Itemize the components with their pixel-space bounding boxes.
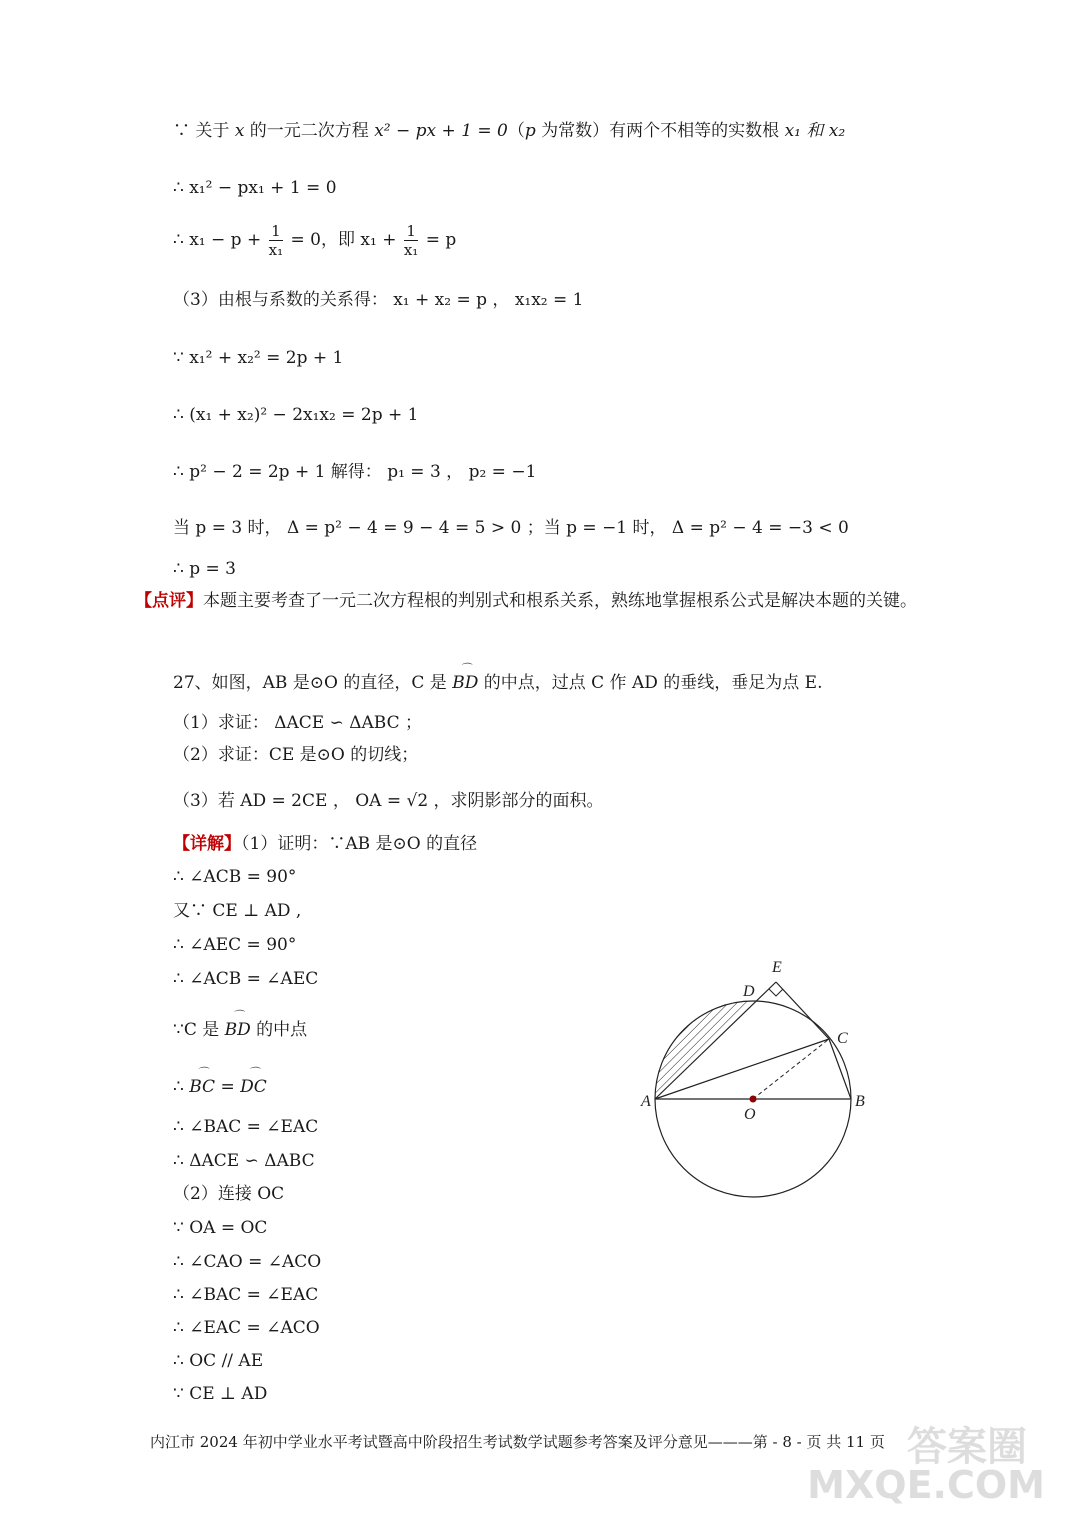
solution-first-line: 【详解】（1）证明：∵AB 是⊙O 的直径 (173, 834, 478, 854)
q27-subquestion-1: （1）求证： ΔACE ∽ ΔABC ； (173, 713, 423, 733)
review-tag: 【点评】 (135, 591, 203, 611)
solution-tag: 【详解】 (173, 834, 241, 854)
line-given-equation: ∵ 关于 x 的一元二次方程 x² − px + 1 = 0（p 为常数）有两个不相等的实数根 x₁ 和 x₂ (173, 121, 846, 141)
q27-heading: 27、如图，AB 是⊙O 的直径，C 是 ⌒ BD 的中点，过点 C 作 AD 的垂线，垂足为点 E. (173, 672, 823, 694)
arc-bd: ⌒ BD (225, 1019, 251, 1041)
q27-subquestion-2: （2）求证：CE 是⊙O 的切线； (173, 745, 419, 765)
solution-step: ∵ OA = OC (173, 1218, 268, 1238)
line-expand: ∴ (x₁ + x₂)² − 2x₁x₂ = 2p + 1 (173, 405, 419, 425)
arc-bc: ⌒ BC (189, 1076, 215, 1098)
solution-step: ∵ CE ⊥ AD (173, 1384, 268, 1404)
arc-dc: ⌒ DC (240, 1076, 267, 1098)
solution-midpoint-line: ∵C 是 ⌒ BD 的中点 (173, 1019, 307, 1041)
watermark-logo: 答案圈 MXQE.COM (807, 1423, 1045, 1507)
line-ae (655, 982, 776, 1099)
center-point-o (750, 1096, 757, 1103)
label-d: D (743, 983, 755, 1000)
line-sum-squares: ∵ x₁² + x₂² = 2p + 1 (173, 348, 344, 368)
line-solve-p: ∴ p² − 2 = 2p + 1 解得： p₁ = 3 ， p₂ = −1 (173, 462, 537, 482)
line-p-answer: ∴ p = 3 (173, 559, 236, 579)
label-c: C (837, 1030, 848, 1047)
line-root-substitution: ∴ x₁² − px₁ + 1 = 0 (173, 178, 337, 198)
solution-step: ∴ ∠AEC = 90° (173, 935, 297, 955)
right-angle-mark (769, 989, 783, 996)
label-o: O (744, 1106, 756, 1123)
solution-step: ∴ ∠EAC = ∠ACO (173, 1318, 320, 1338)
q27-subquestion-3: （3）若 AD = 2CE ， OA = √2 ，求阴影部分的面积。 (173, 791, 604, 811)
solution-step: ∴ ∠ACB = 90° (173, 867, 297, 887)
solution-step: ∴ OC // AE (173, 1351, 264, 1371)
segment-oc (753, 1039, 829, 1099)
solution-step: ∴ ∠BAC = ∠EAC (173, 1285, 319, 1305)
solution-step: ∴ ∠BAC = ∠EAC (173, 1117, 319, 1137)
solution-step: ∴ ∠CAO = ∠ACO (173, 1252, 322, 1272)
line-ec (776, 982, 829, 1039)
line-divide-by-root: ∴ x₁ − p + $\frac{1}{\text{x₁}}$ = 0，即 x₁ + $\frac{1}{\text{x₁}}$ = p (173, 222, 457, 259)
solution-step: 又∵ CE ⊥ AD , (173, 901, 302, 921)
chord-cb (829, 1039, 851, 1099)
page-footer: 内江市 2024 年初中学业水平考试暨高中阶段招生考试数学试题参考答案及评分意见———第 - 8 - 页 共 11 页 (150, 1433, 885, 1451)
line-part3-vieta: （3）由根与系数的关系得： x₁ + x₂ = p ， x₁x₂ = 1 (173, 290, 584, 310)
review-paragraph: 【点评】本题主要考查了一元二次方程根的判别式和根系关系，熟练地掌握根系公式是解决本题的关键。 (135, 591, 917, 611)
line-discriminant-check: 当 p = 3 时， Δ = p² − 4 = 9 − 4 = 5 > 0 ；当 p = −1 时， Δ = p² − 4 = −3 < 0 (173, 518, 849, 538)
geometry-figure (630, 950, 880, 1210)
label-e: E (772, 959, 782, 976)
label-b: B (855, 1093, 865, 1110)
solution-step: （2）连接 OC (173, 1184, 285, 1204)
solution-step: ∴ ∠ACB = ∠AEC (173, 969, 319, 989)
solution-arc-equality: ∴ ⌒ BC = ⌒ DC (173, 1076, 267, 1098)
arc-bd: ⌒ BD (452, 672, 478, 694)
label-a: A (641, 1093, 651, 1110)
fraction-1-over-x1: $\frac{1}{\text{x₁}}$ (268, 222, 284, 259)
solution-step: ∴ ΔACE ∽ ΔABC (173, 1151, 315, 1171)
fraction-1-over-x1-second: $\frac{1}{\text{x₁}}$ (403, 222, 419, 259)
